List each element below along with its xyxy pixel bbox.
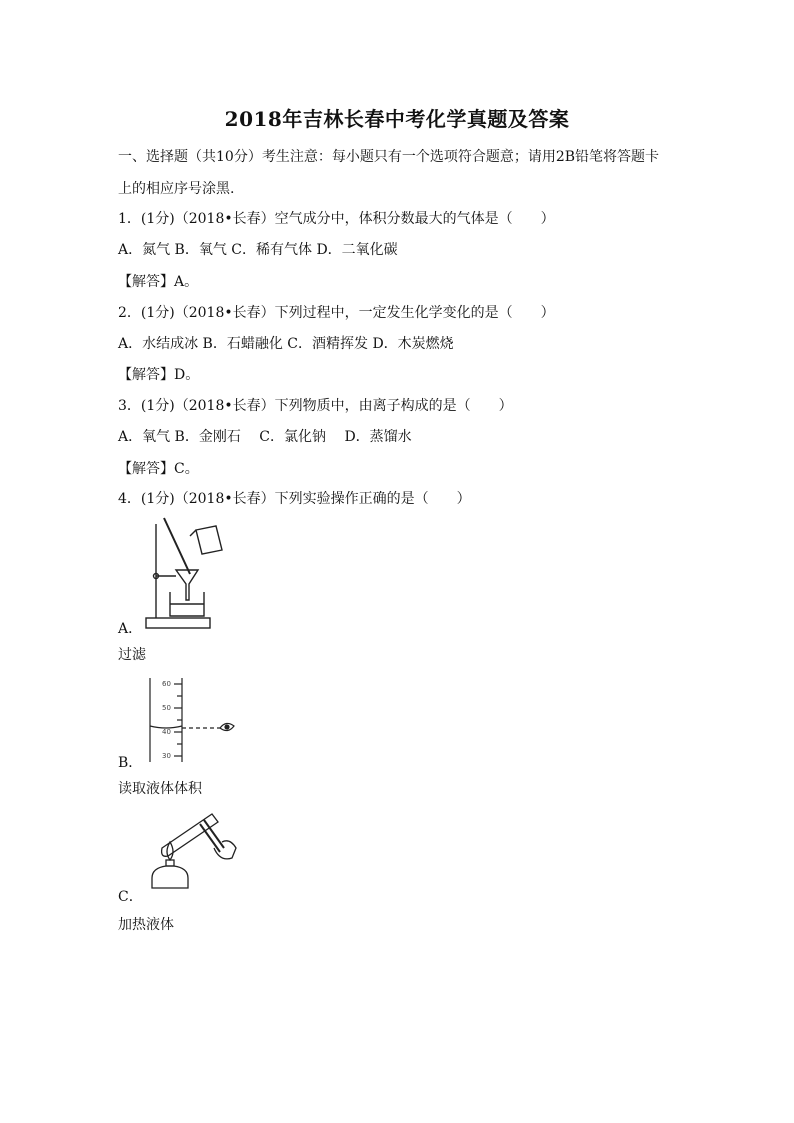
question-3-answer: 【解答】C。 [118, 461, 199, 477]
filtration-apparatus-figure [140, 516, 232, 632]
page-title: 2018年吉林长春中考化学真题及答案 [224, 107, 570, 131]
question-1-options: A．氮气 B．氧气 C．稀有气体 D．二氧化碳 [118, 242, 398, 258]
question-4-stem: 4．(1分)（2018•长春）下列实验操作正确的是（ ） [118, 491, 471, 507]
option-c-caption: 加热液体 [118, 917, 174, 933]
section-intro-line-1: 一、选择题（共10分）考生注意：每小题只有一个选项符合题意；请用2B铅笔将答题卡 [118, 149, 660, 165]
question-2-stem: 2．(1分)（2018•长春）下列过程中，一定发生化学变化的是（ ） [118, 305, 555, 321]
question-2-options: A．水结成冰 B．石蜡融化 C．酒精挥发 D．木炭燃烧 [118, 336, 454, 352]
scale-mark-50: 50 [162, 704, 171, 712]
scale-mark-40: 40 [162, 728, 171, 736]
question-3-options: A．氧气 B．金刚石 C．氯化钠 D．蒸馏水 [118, 429, 412, 445]
question-2-answer: 【解答】D。 [118, 367, 200, 383]
heating-test-tube-figure [140, 808, 240, 892]
heating-test-tube-drawing [140, 808, 240, 892]
question-1-stem: 1．(1分)（2018•长春）空气成分中，体积分数最大的气体是（ ） [118, 211, 555, 227]
question-1-answer: 【解答】A。 [118, 274, 199, 290]
question-3-stem: 3．(1分)（2018•长春）下列物质中，由离子构成的是（ ） [118, 398, 513, 414]
scale-mark-30: 30 [162, 752, 171, 760]
option-c-letter: C． [118, 889, 143, 905]
section-intro-line-2: 上的相应序号涂黑. [118, 181, 235, 197]
graduated-cylinder-figure [140, 674, 240, 764]
option-b-caption: 读取液体体积 [118, 781, 202, 797]
option-b-letter: B． [118, 755, 143, 771]
graduated-cylinder-drawing [140, 674, 240, 764]
option-a-caption: 过滤 [118, 647, 146, 663]
option-a-letter: A． [118, 621, 143, 637]
filtration-apparatus-drawing [140, 516, 232, 632]
scale-mark-60: 60 [162, 680, 171, 688]
